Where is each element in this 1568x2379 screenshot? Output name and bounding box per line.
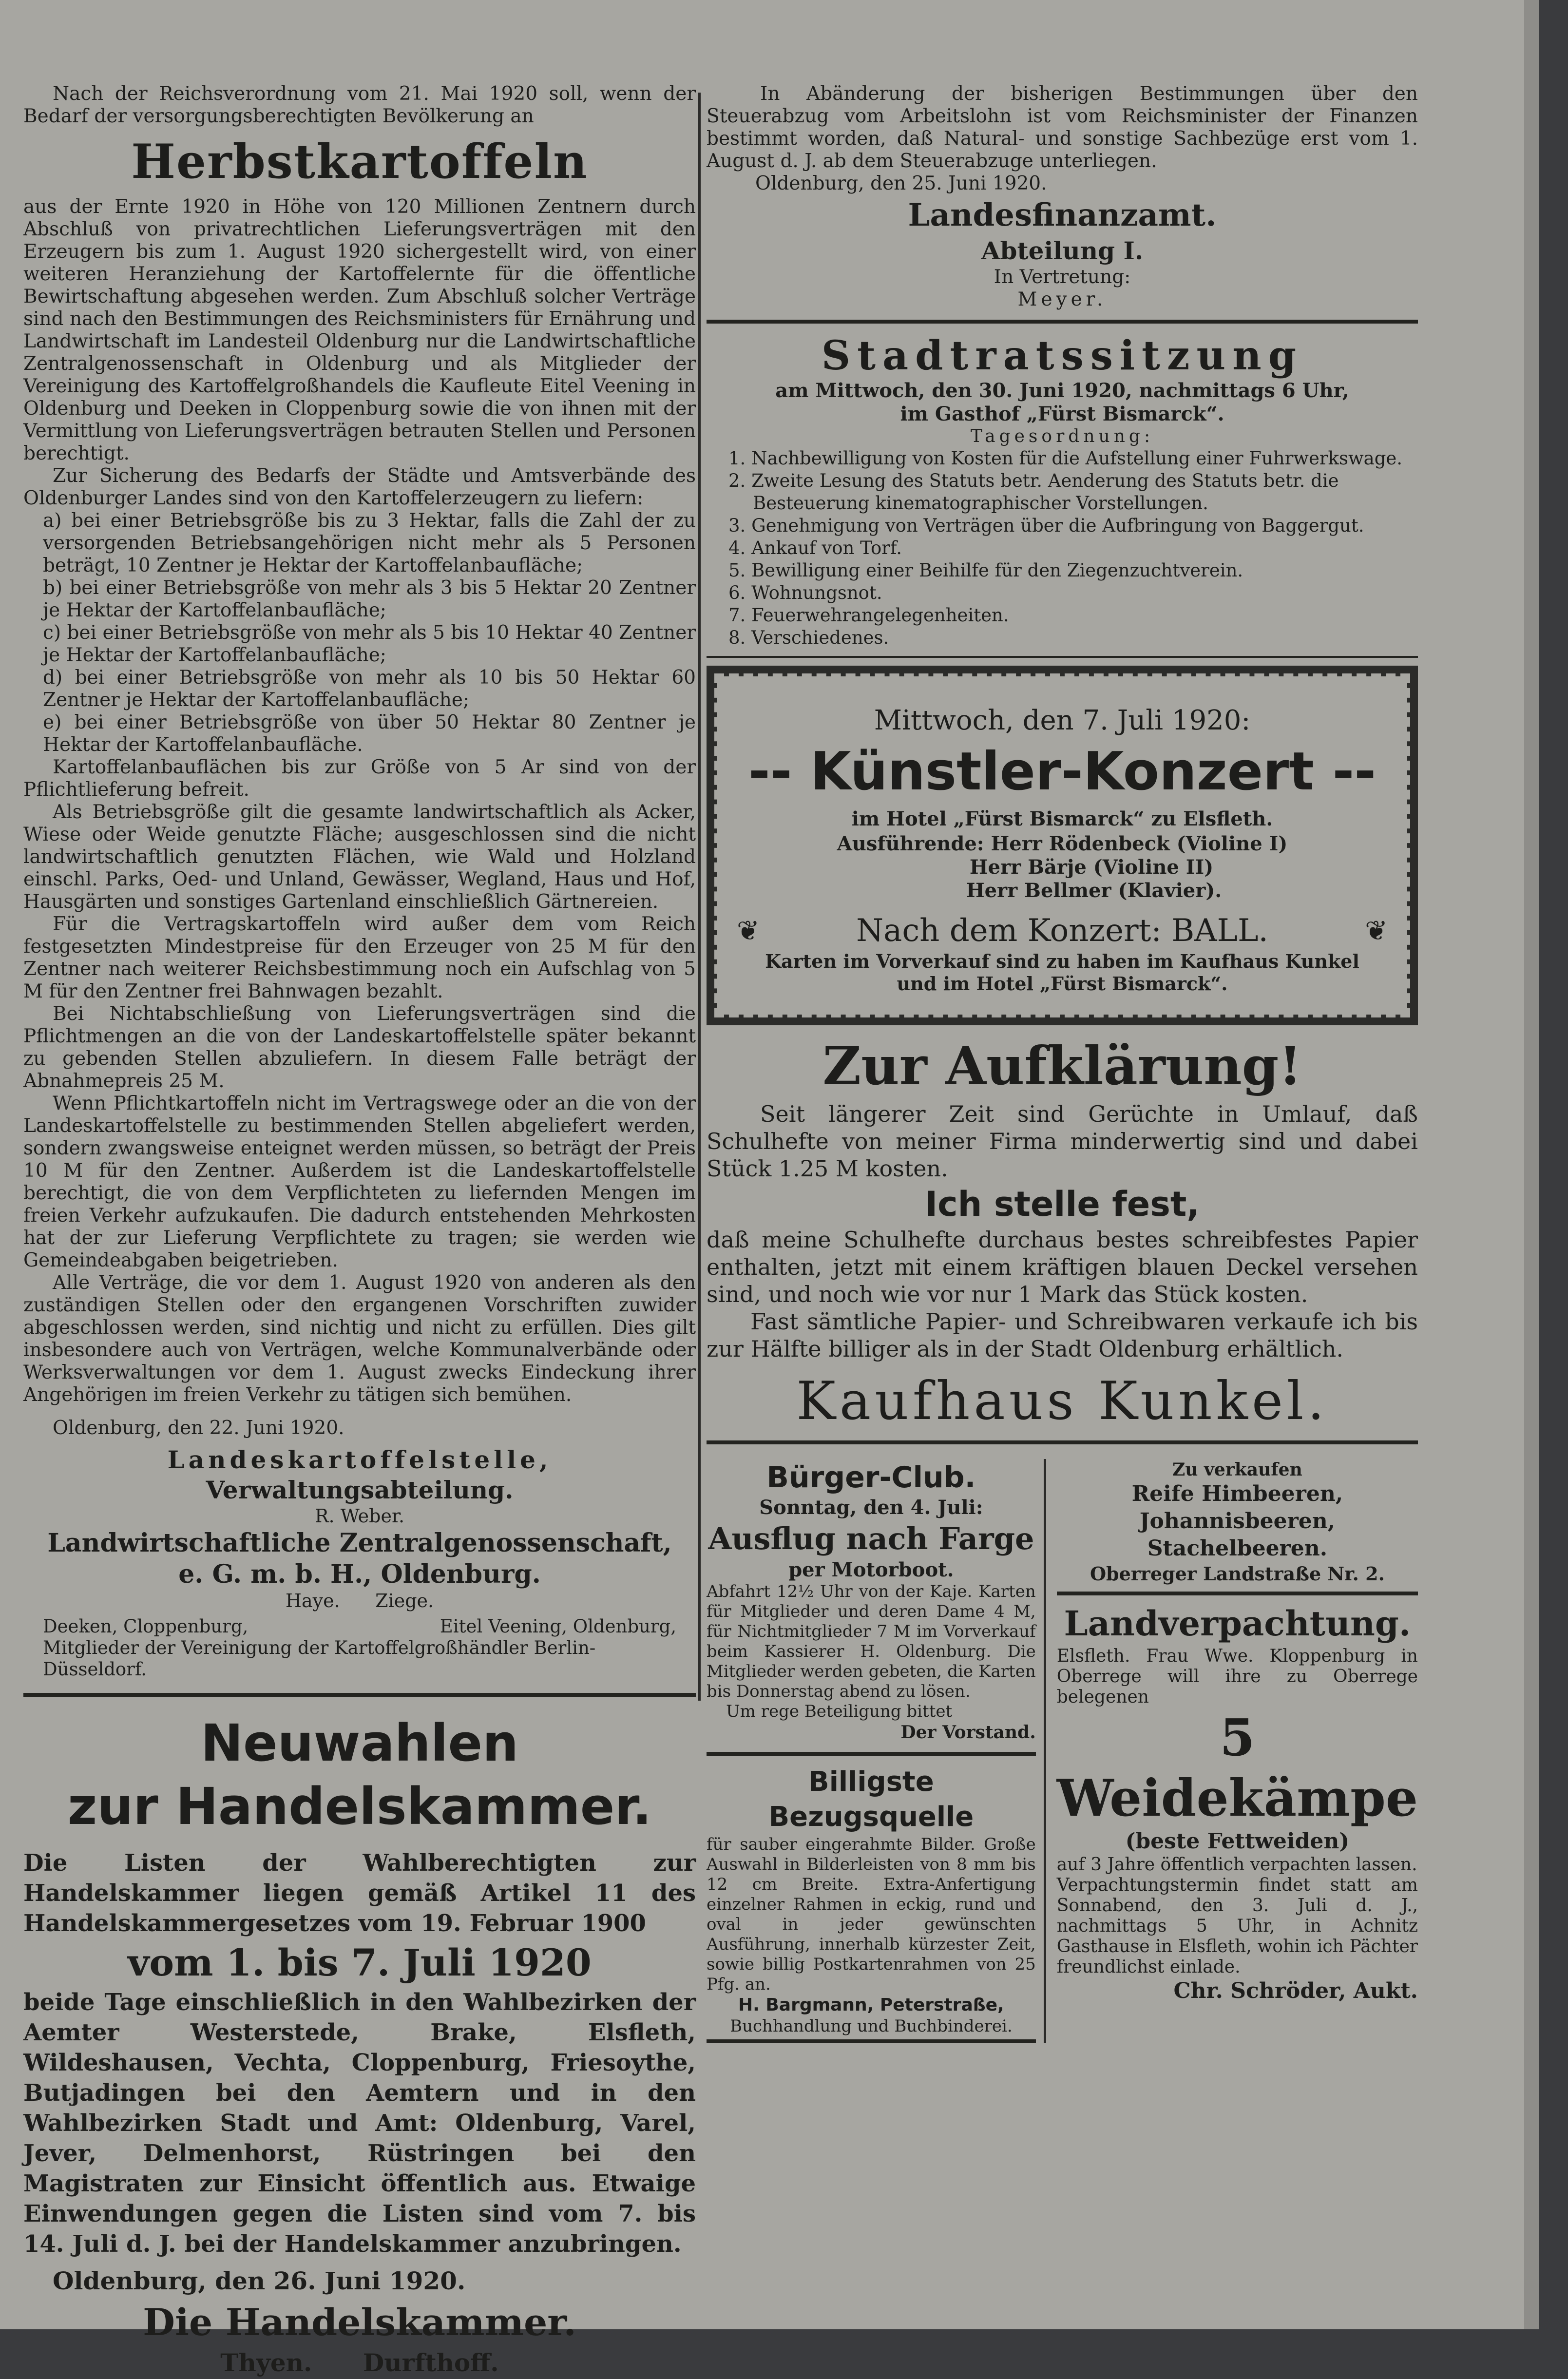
- kartoffel-dateline: Oldenburg, den 22. Juni 1920.: [53, 1417, 344, 1439]
- verpacht-signature: Chr. Schröder, Aukt.: [1173, 1978, 1418, 2003]
- agenda-item: 4. Ankauf von Torf.: [728, 537, 902, 558]
- steuer-org: Landesfinanzamt.: [908, 197, 1217, 233]
- section-divider: [707, 656, 1418, 658]
- list-item: e) bei einer Betriebsgröße von über 50 Hektar 80 Zentner je Hektar der Kartoffelanbaufläche.: [43, 711, 696, 756]
- signature-haendler: [23, 1616, 696, 1637]
- konzert-performer: Ausführende: Herr Rödenbeck (Violine I): [837, 832, 1288, 855]
- kartoffel-headline: Herbstkartoffeln: [131, 134, 588, 189]
- steuer-p1: In Abänderung der bisherigen Bestimmungen über den Steuerabzug vom Arbeitslohn ist vom Reichsminister der Finanzen bestimmt worden, daß Natural- und sonstige Sachbezüge erst vom 1. August d. J. ab dem Steuerabzuge unterliegen.: [707, 83, 1418, 172]
- konzert-karten: und im Hotel „Fürst Bismarck“.: [897, 973, 1228, 995]
- handelskammer-signature: Die Handelskammer.: [143, 2301, 576, 2344]
- bargmann-title: Billigste Bezugsquelle: [768, 1766, 974, 1833]
- konzert-date: Mittwoch, den 7. Juli 1920:: [874, 705, 1251, 736]
- signature-names: Haye. Ziege.: [285, 1590, 434, 1612]
- verpacht-p1: Elsfleth. Frau Wwe. Kloppenburg in Oberrege will ihre zu Oberrege belegenen: [1056, 1646, 1418, 1707]
- section-divider: [707, 2039, 1036, 2043]
- konzert-title: -- Künstler-Konzert --: [748, 741, 1377, 802]
- verpacht-p2: auf 3 Jahre öffentlich verpachten lassen.: [1056, 1855, 1417, 1875]
- signature-landeskartoffelstelle: Landeskartoffelstelle,: [167, 1445, 552, 1474]
- section-divider: [1057, 1592, 1418, 1595]
- paragraph: Wenn Pflichtkartoffeln nicht im Vertragswege oder an die von der Landeskartoffelstelle zu bestimmenden Stellen abgeliefert werden, sondern zwangsweise enteignet werden müssen, so beträgt der Preis 10 M für den Zentner. Außerdem ist die Landeskartoffelstelle berechtigt, die von dem Verpflichteten zu liefernden Mengen im freien Verkehr aufzukaufen. Die dadurch entstehenden Mehrkosten hat der zur Lieferung Verpflichtete zu tragen; sie werden wie Gemeindeabgaben beigetrieben.: [23, 1093, 696, 1271]
- small-ads-right: [1046, 1459, 1418, 2043]
- steuer-vertretung: In Vertretung:: [994, 266, 1131, 288]
- konzert-ball-line: [737, 911, 1388, 950]
- stadtrat-title: Stadtratssitzung: [821, 332, 1303, 379]
- agenda-item: 5. Bewilligung einer Beihilfe für den Ziegenzuchtverein.: [728, 560, 1243, 581]
- verkaufen-line: Reife Himbeeren,: [1131, 1481, 1343, 1506]
- paragraph: Alle Verträge, die vor dem 1. August 1920 von anderen als den zuständigen Stellen oder den ergangenen Vorschriften zuwider abgeschlossen werden, sind nichtig und nicht zu erfüllen. Dies gilt insbesondere auch von Verträgen, welche Kommunalverbände oder Werksverwaltungen vor dem 1. August zwecks Eindeckung ihrer Angehörigen im freien Verkehr zu tätigen sich bemühen.: [23, 1272, 696, 1406]
- leaf-ornament-icon: ❦: [737, 915, 760, 947]
- section-divider: [707, 320, 1418, 324]
- konzert-ball: Nach dem Konzert: BALL.: [856, 913, 1268, 949]
- stadtrat-tagesordnung: Tagesordnung:: [970, 426, 1154, 446]
- signature-vereinigung: Mitglieder der Vereinigung der Kartoffelgroßhändler Berlin-Düsseldorf.: [43, 1637, 596, 1680]
- small-ads: [707, 1459, 1418, 2043]
- agenda-item: 2. Zweite Lesung des Statuts betr. Aenderung des Statuts betr. die Besteuerung kinematographischer Vorstellungen.: [728, 470, 1339, 514]
- page-edge: [1524, 0, 1539, 2329]
- steuer-name: Meyer.: [1017, 288, 1107, 310]
- leaf-ornament-icon: ❦: [1365, 915, 1388, 947]
- left-column: [23, 83, 696, 2379]
- signature-name: R. Weber.: [314, 1505, 405, 1527]
- signature-zentralgenossenschaft: Landwirtschaftliche Zentralgenossenschaft,: [47, 1528, 672, 1558]
- verpacht-title: Landverpachtung.: [1064, 1603, 1411, 1644]
- buerger-head: Ausflug nach Farge: [708, 1521, 1034, 1556]
- bargmann-firm2: Buchhandlung und Buchbinderei.: [730, 2016, 1013, 2036]
- verkaufen-line: Johannisbeeren, Stachelbeeren.: [1139, 1509, 1336, 1561]
- verpacht-sub: (beste Fettweiden): [1125, 1829, 1350, 1854]
- signature-deeken: Deeken, Cloppenburg,: [43, 1616, 249, 1637]
- paragraph: Zur Sicherung des Bedarfs der Städte und Amtsverbände des Oldenburger Landes sind von den Kartoffelerzeugern zu liefern:: [23, 465, 696, 509]
- list-item: a) bei einer Betriebsgröße bis zu 3 Hektar, falls die Zahl der zu versorgenden Betriebsangehörigen nicht mehr als 5 Personen beträgt, 10 Zentner je Hektar der Kartoffelanbaufläche;: [43, 510, 696, 576]
- section-divider: [23, 1693, 696, 1697]
- verkaufen-address: Oberreger Landstraße Nr. 2.: [1090, 1563, 1385, 1585]
- aufklaerung-title: Zur Aufklärung!: [822, 1036, 1302, 1097]
- buerger-title: Bürger-Club.: [766, 1460, 976, 1495]
- paragraph: Als Betriebsgröße gilt die gesamte landwirtschaftlich als Acker, Wiese oder Weide genutzte Fläche; ausgeschlossen sind die nicht landwirtschaftlich genutzten Flächen, wie Wald und Holzland einschl. Parks, Oed- und Unland, Gewässer, Wegland, Haus und Hof, Hausgärten und sonstiges Gartenland einschließlich Gärtnereien.: [23, 801, 696, 913]
- buerger-closing: Um rege Beteiligung bittet: [726, 1702, 953, 1721]
- paragraph: Bei Nichtabschließung von Lieferungsverträgen sind die Pflichtmengen an die von der Landeskartoffelstelle später bekannt zu gebenden Stellen abzuliefern. In diesem Falle beträgt der Abnahmepreis 25 M.: [23, 1003, 696, 1092]
- handelskammer-h1: Neuwahlen: [200, 1713, 519, 1773]
- aufklaerung-fest: Ich stelle fest,: [925, 1184, 1200, 1224]
- handelskammer-h2: zur Handelskammer.: [67, 1777, 652, 1836]
- agenda-item: 8. Verschiedenes.: [728, 627, 889, 648]
- steuer-dateline: Oldenburg, den 25. Juni 1920.: [755, 173, 1047, 194]
- agenda-item: 1. Nachbewilligung von Kosten für die Aufstellung einer Fuhrwerkswage.: [728, 448, 1403, 469]
- steuer-abteilung: Abteilung I.: [981, 236, 1144, 265]
- signature-veening: Eitel Veening, Oldenburg,: [440, 1616, 676, 1637]
- stadtrat-when: am Mittwoch, den 30. Juni 1920, nachmittags 6 Uhr,: [775, 379, 1349, 402]
- small-ads-left: [707, 1459, 1046, 2043]
- handelskammer-names: Thyen. Durfthoff.: [220, 2348, 499, 2377]
- bargmann-firm: H. Bargmann, Peterstraße,: [738, 1995, 1004, 2015]
- buerger-body: Abfahrt 12½ Uhr von der Kaje. Karten für Mitglieder und deren Dame 4 M, für Nichtmitglieder 7 M im Vorverkauf beim Kassierer H. Oldenburg. Die Mitglieder werden gebeten, die Karten bis Donnerstag abend zu lösen.: [707, 1582, 1036, 1701]
- list-item: d) bei einer Betriebsgröße von mehr als 10 bis 50 Hektar 60 Zentner je Hektar der Kartoffelanbaufläche;: [43, 667, 696, 711]
- aufklaerung-p3: Fast sämtliche Papier- und Schreibwaren verkaufe ich bis zur Hälfte billiger als in der Stadt Oldenburg erhältlich.: [707, 1308, 1418, 1362]
- stadtrat-where: im Gasthof „Fürst Bismarck“.: [900, 403, 1224, 425]
- buerger-via: per Motorboot.: [788, 1558, 954, 1581]
- handelskammer-p1: Die Listen der Wahlberechtigten zur Handelskammer liegen gemäß Artikel 11 des Handelskammergesetzes vom 19. Februar 1900: [23, 1849, 696, 1937]
- handelskammer-p2: beide Tage einschließlich in den Wahlbezirken der Aemter Westerstede, Brake, Elsfleth, Wildeshausen, Vechta, Cloppenburg, Friesoythe, Butjadingen bei den Aemtern und in den Wahlbezirken Stadt und Amt: Oldenburg, Varel, Jever, Delmenhorst, Rüstringen bei den Magistraten zur Einsicht öffentlich aus. Etwaige Einwendungen gegen die Listen sind vom 7. bis 14. Juli d. J. bei der Handelskammer anzubringen.: [23, 1989, 696, 2258]
- bargmann-body: für sauber eingerahmte Bilder. Große Auswahl in Bilderleisten von 8 mm bis 12 cm Breite. Extra-Anfertigung einzelner Rahmen in eckig, rund und oval in jeder gewünschten Ausführung, innerhalb kürzester Zeit, sowie billig Postkartenrahmen von 25 Pfg. an.: [707, 1835, 1036, 1994]
- kartoffel-intro: Nach der Reichsverordnung vom 21. Mai 1920 soll, wenn der Bedarf der versorgungsberechtigten Bevölkerung an: [23, 83, 696, 127]
- konzert-performer: Herr Bellmer (Klavier).: [966, 879, 1222, 902]
- konzert-karten: Karten im Vorverkauf sind zu haben im Kaufhaus Kunkel: [765, 950, 1359, 972]
- aufklaerung-p1: Seit längerer Zeit sind Gerüchte in Umlauf, daß Schulhefte von meiner Firma minderwertig sind und dabei Stück 1.25 M kosten.: [707, 1101, 1418, 1182]
- paragraph: aus der Ernte 1920 in Höhe von 120 Millionen Zentnern durch Abschluß von privatrechtlichen Lieferungsverträgen mit den Erzeugern bis zum 1. August 1920 sichergestellt wird, von einer weiteren Heranziehung der Kartoffelernte für die öffentliche Bewirtschaftung abgesehen werden. Zum Abschluß solcher Verträge sind nach den Bestimmungen des Reichsministers für Ernährung und Landwirtschaft im Landesteil Oldenburg nur die Landwirtschaftliche Zentralgenossenschaft in Oldenburg und als Mitglieder der Vereinigung des Kartoffelgroßhandels die Kaufleute Eitel Veening in Oldenburg und Deeken in Cloppenburg sowie die von ihnen mit der Vermittlung von Lieferungsverträgen betrauten Stellen und Personen berechtigt.: [23, 196, 696, 464]
- handelskammer-dateline: Oldenburg, den 26. Juni 1920.: [53, 2266, 466, 2295]
- paragraph: Für die Vertragskartoffeln wird außer dem vom Reich festgesetzten Mindestpreise für den Erzeuger von 25 M für den Zentner nach weiterer Reichsbestimmung noch ein Aufschlag von 5 M für den Zentner frei Bahnwagen bezahlt.: [23, 913, 696, 1002]
- paragraph: Kartoffelanbauflächen bis zur Größe von 5 Ar sind von der Pflichtlieferung befreit.: [23, 756, 696, 801]
- konzert-performer: Herr Bärje (Violine II): [969, 856, 1214, 879]
- aufklaerung-p2: daß meine Schulhefte durchaus bestes schreibfestes Papier enthalten, jetzt mit einem kräftigen blauen Deckel versehen sind, und noch wie vor nur 1 Mark das Stück kosten.: [707, 1227, 1418, 1307]
- list-item: c) bei einer Betriebsgröße von mehr als 5 bis 10 Hektar 40 Zentner je Hektar der Kartoffelanbaufläche;: [43, 622, 696, 666]
- right-column: [707, 83, 1418, 2043]
- signature-egmbh: e. G. m. b. H., Oldenburg.: [178, 1559, 541, 1589]
- konzert-ad: [707, 666, 1418, 1025]
- section-divider: [707, 1440, 1418, 1444]
- verpacht-big: 5 Weidekämpe: [1056, 1708, 1418, 1828]
- kartoffel-body: [23, 196, 696, 1406]
- agenda-item: 6. Wohnungsnot.: [728, 582, 882, 603]
- konzert-venue: im Hotel „Fürst Bismarck“ zu Elsfleth.: [851, 807, 1273, 830]
- delivery-list: [23, 510, 696, 756]
- column-divider: [698, 93, 701, 1701]
- agenda-list: [707, 447, 1418, 649]
- verpacht-p3: Verpachtungstermin findet statt am Sonnabend, den 3. Juli d. J., nachmittags 5 Uhr, in Achnitz Gasthause in Elsfleth, wohin ich Pächter freundlichst einlade.: [1056, 1875, 1418, 1977]
- agenda-item: 7. Feuerwehrangelegenheiten.: [728, 605, 1009, 626]
- aufklaerung-firm: Kaufhaus Kunkel.: [796, 1371, 1328, 1432]
- list-item: b) bei einer Betriebsgröße von mehr als 3 bis 5 Hektar 20 Zentner je Hektar der Kartoffelanbaufläche;: [43, 577, 696, 621]
- signature-verwaltungsabteilung: Verwaltungsabteilung.: [206, 1476, 514, 1504]
- buerger-signature: Der Vorstand.: [900, 1722, 1036, 1743]
- section-divider: [707, 1752, 1036, 1756]
- buerger-sub: Sonntag, den 4. Juli:: [759, 1496, 983, 1519]
- agenda-item: 3. Genehmigung von Verträgen über die Aufbringung von Baggergut.: [728, 515, 1364, 536]
- verkaufen-heading: Zu verkaufen: [1172, 1459, 1302, 1480]
- handelskammer-dates: vom 1. bis 7. Juli 1920: [128, 1941, 592, 1984]
